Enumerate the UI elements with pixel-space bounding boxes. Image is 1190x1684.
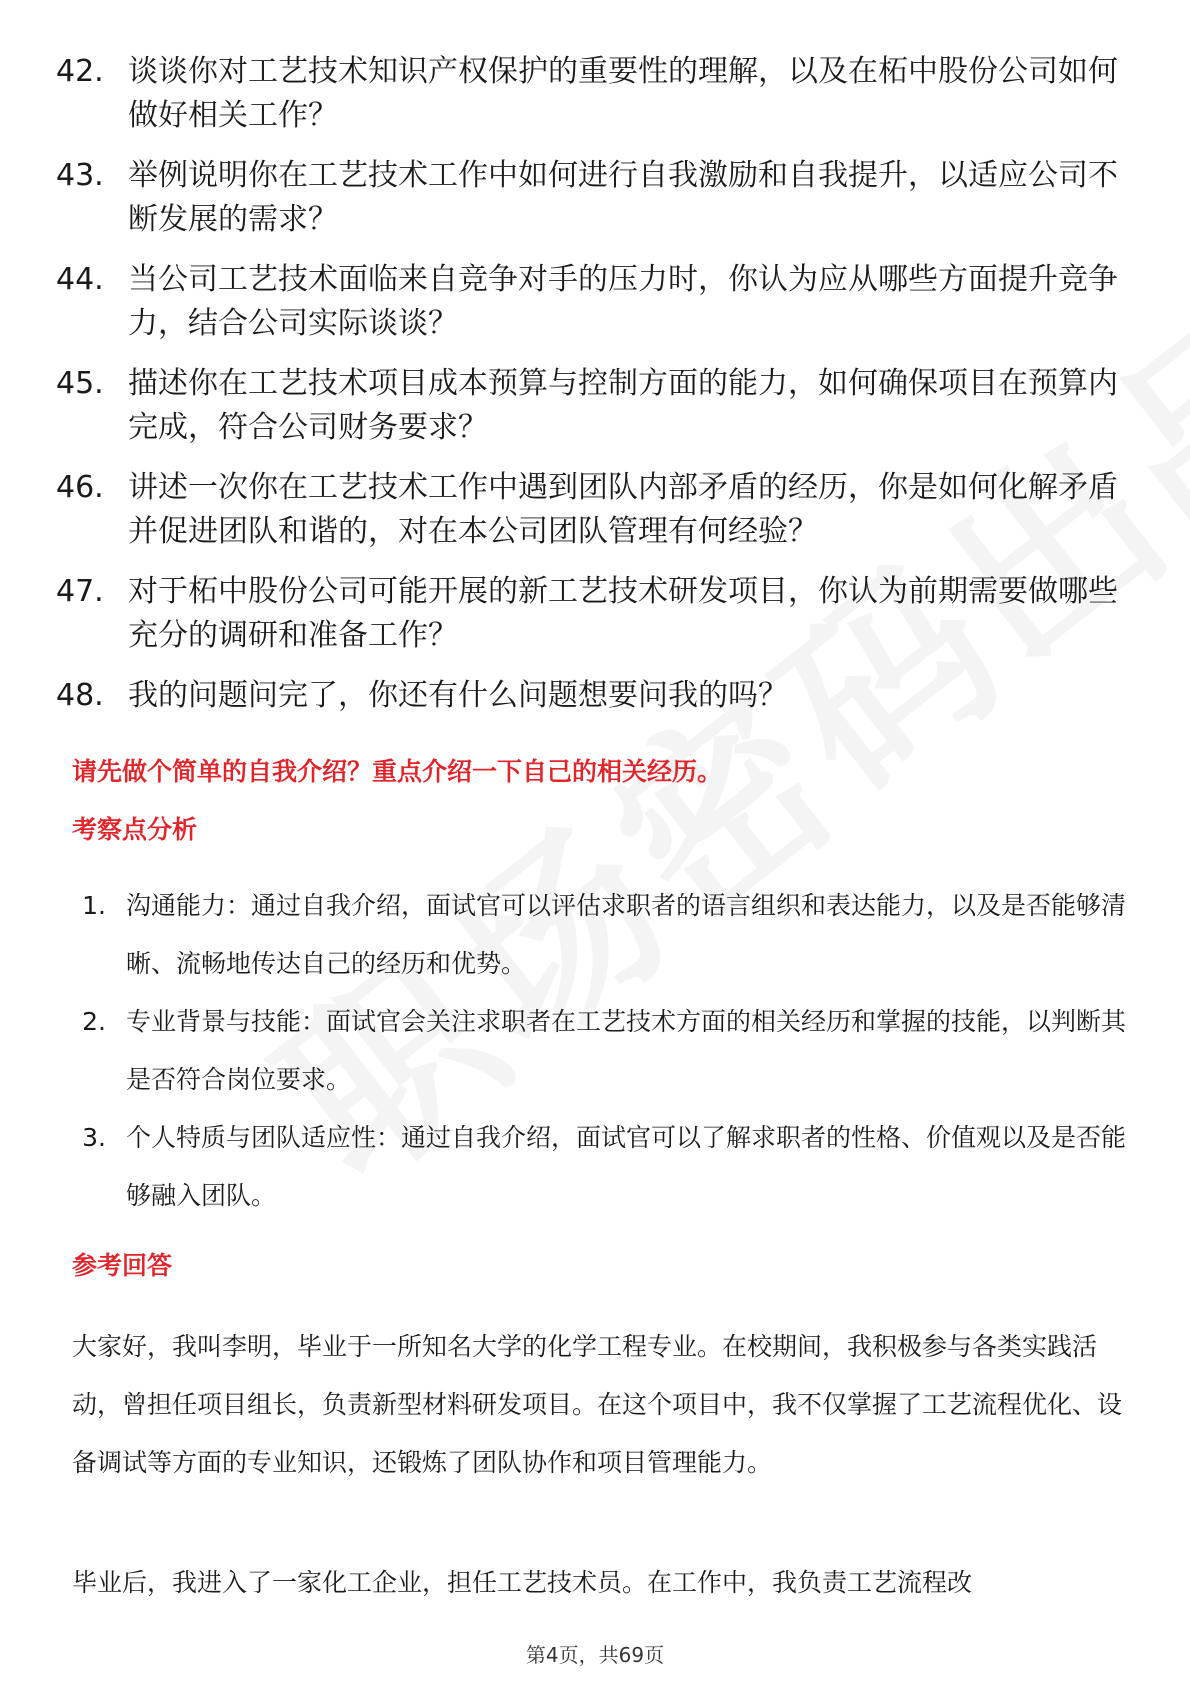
question-number: 42. — [56, 54, 104, 89]
question-item — [56, 50, 1136, 138]
question-item — [56, 258, 1136, 346]
question-text: 描述你在工艺技术项目成本预算与控制方面的能力，如何确保项目在预算内完成，符合公司财务要求？ — [128, 366, 1118, 445]
question-item — [56, 570, 1136, 658]
question-text: 我的问题问完了，你还有什么问题想要问我的吗？ — [128, 678, 788, 713]
analysis-item — [72, 993, 1132, 1109]
analysis-text: 专业背景与技能：面试官会关注求职者在工艺技术方面的相关经历和掌握的技能，以判断其是否符合岗位要求。 — [126, 1007, 1127, 1094]
analysis-number: 1. — [82, 891, 106, 920]
analysis-number: 3. — [82, 1123, 106, 1152]
question-text: 举例说明你在工艺技术工作中如何进行自我激励和自我提升，以适应公司不断发展的需求？ — [128, 158, 1118, 237]
question-text: 对于柘中股份公司可能开展的新工艺技术研发项目，你认为前期需要做哪些充分的调研和准备工作？ — [128, 574, 1118, 653]
question-number: 45. — [56, 366, 104, 401]
question-list — [56, 50, 1136, 734]
question-text: 讲述一次你在工艺技术工作中遇到团队内部矛盾的经历，你是如何化解矛盾并促进团队和谐的，对在本公司团队管理有何经验？ — [128, 470, 1118, 549]
analysis-item — [72, 877, 1132, 993]
analysis-text: 个人特质与团队适应性：通过自我介绍，面试官可以了解求职者的性格、价值观以及是否能够融入团队。 — [126, 1123, 1127, 1210]
question-number: 44. — [56, 262, 104, 297]
question-item — [56, 154, 1136, 242]
question-item — [56, 466, 1136, 554]
question-number: 43. — [56, 158, 104, 193]
analysis-text: 沟通能力：通过自我介绍，面试官可以评估求职者的语言组织和表达能力，以及是否能够清晰、流畅地传达自己的经历和优势。 — [126, 891, 1127, 978]
question-number: 46. — [56, 470, 104, 505]
question-text: 谈谈你对工艺技术知识产权保护的重要性的理解，以及在柘中股份公司如何做好相关工作？ — [128, 54, 1118, 133]
page-footer: 第4页，共69页 — [525, 1643, 665, 1667]
analysis-heading: 考察点分析 — [72, 815, 198, 844]
question-item — [56, 674, 1136, 718]
question-text: 当公司工艺技术面临来自竞争对手的压力时，你认为应从哪些方面提升竞争力，结合公司实际谈谈？ — [128, 262, 1118, 341]
answer-heading: 参考回答 — [72, 1251, 173, 1280]
answer-paragraph: 大家好，我叫李明，毕业于一所知名大学的化学工程专业。在校期间，我积极参与各类实践活动，曾担任项目组长，负责新型材料研发项目。在这个项目中，我不仅掌握了工艺流程优化、设备调试等方面的专业知识，还锻炼了团队协作和项目管理能力。 — [72, 1332, 1123, 1477]
main-question-heading: 请先做个简单的自我介绍？重点介绍一下自己的相关经历。 — [72, 757, 723, 786]
analysis-list — [72, 877, 1132, 1225]
question-item — [56, 362, 1136, 450]
question-number: 48. — [56, 678, 104, 713]
analysis-number: 2. — [82, 1007, 106, 1036]
analysis-item — [72, 1109, 1132, 1225]
answer-paragraph: 毕业后，我进入了一家化工企业，担任工艺技术员。在工作中，我负责工艺流程改 — [72, 1568, 973, 1597]
question-number: 47. — [56, 574, 104, 609]
